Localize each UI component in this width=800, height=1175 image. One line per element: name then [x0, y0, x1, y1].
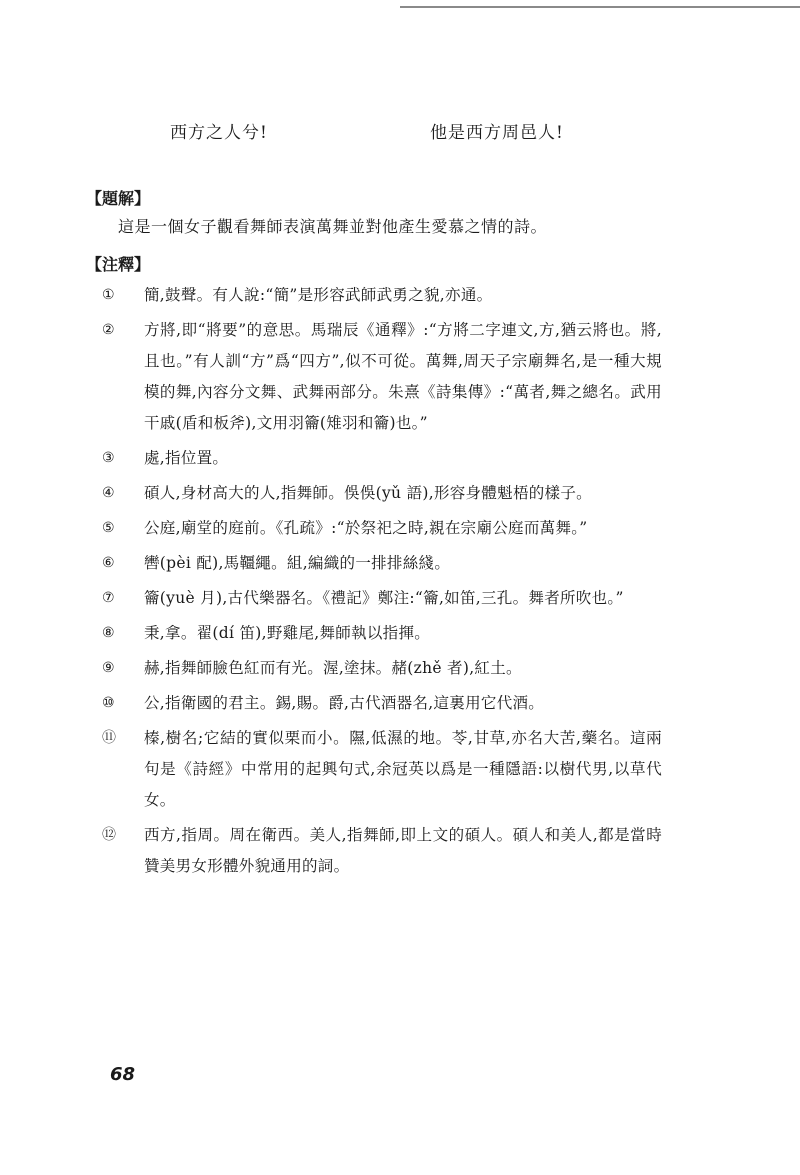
note-item: [102, 653, 662, 684]
note-item: [102, 688, 662, 719]
note-text: 處,指位置。: [144, 449, 229, 467]
note-item: [102, 513, 662, 544]
note-number: ④: [102, 485, 115, 501]
note-text: 公庭,廟堂的庭前。《孔疏》:“於祭祀之時,親在宗廟公庭而萬舞。”: [144, 519, 588, 537]
note-number: ②: [102, 322, 115, 338]
note-text: 籥(yuè 月),古代樂器名。《禮記》鄭注:“籥,如笛,三孔。舞者所吹也。”: [144, 589, 624, 607]
notes-list: [102, 280, 662, 886]
note-item: [102, 315, 662, 439]
note-text: 轡(pèi 配),馬韁繩。組,編織的一排排絲綫。: [144, 554, 451, 572]
note-item: [102, 618, 662, 649]
note-item: [102, 280, 662, 311]
note-number: ⑧: [102, 625, 115, 641]
note-item: [102, 583, 662, 614]
notes-heading: 【注釋】: [86, 255, 151, 274]
note-number: ①: [102, 287, 115, 303]
note-item: [102, 478, 662, 509]
page-number: 68: [110, 1064, 136, 1085]
note-number: ⑩: [102, 695, 115, 711]
poem-line-left: 西方之人兮!: [170, 123, 268, 143]
note-text: 公,指衛國的君主。錫,賜。爵,古代酒器名,這裏用它代酒。: [144, 694, 545, 712]
note-number: ⑥: [102, 555, 115, 571]
note-text: 秉,拿。翟(dí 笛),野雞尾,舞師執以指揮。: [144, 624, 431, 642]
note-number: ⑦: [102, 590, 115, 606]
note-text: 赫,指舞師臉色紅而有光。渥,塗抹。赭(zhě 者),紅土。: [144, 659, 522, 677]
note-item: [102, 820, 662, 882]
explanation-heading: 【題解】: [86, 189, 151, 208]
note-number: ⑫: [102, 827, 116, 843]
poem-line-right: 他是西方周邑人!: [430, 123, 564, 143]
note-text: 方將,即“將要”的意思。馬瑞辰《通釋》:“方將二字連文,方,猶云將也。將,且也。”有人訓“方”爲“四方”,似不可從。萬舞,周天子宗廟舞名,是一種大規模的舞,內容分文舞、武舞兩部分。朱熹《詩集傳》:“萬者,舞之總名。武用干戚(盾和板斧),文用羽籥(雉羽和籥)也。”: [144, 321, 662, 432]
note-number: ⑪: [102, 730, 116, 746]
note-number: ⑤: [102, 520, 115, 536]
note-text: 碩人,身材高大的人,指舞師。俁俁(yǔ 語),形容身體魁梧的樣子。: [144, 484, 592, 502]
note-number: ⑨: [102, 660, 115, 676]
note-text: 榛,樹名;它結的實似栗而小。隰,低濕的地。苓,甘草,亦名大苦,藥名。這兩句是《詩經》中常用的起興句式,余冠英以爲是一種隱語:以樹代男,以草代女。: [144, 729, 662, 809]
note-item: [102, 443, 662, 474]
explanation-text: 這是一個女子觀看舞師表演萬舞並對他產生愛慕之情的詩。: [118, 217, 548, 236]
note-number: ③: [102, 450, 115, 466]
note-item: [102, 548, 662, 579]
note-text: 簡,鼓聲。有人說:“簡”是形容武師武勇之貌,亦通。: [144, 286, 493, 304]
note-text: 西方,指周。周在衛西。美人,指舞師,即上文的碩人。碩人和美人,都是當時贊美男女形體外貌通用的詞。: [144, 826, 662, 875]
top-border-line: [400, 6, 800, 8]
note-item: [102, 723, 662, 816]
